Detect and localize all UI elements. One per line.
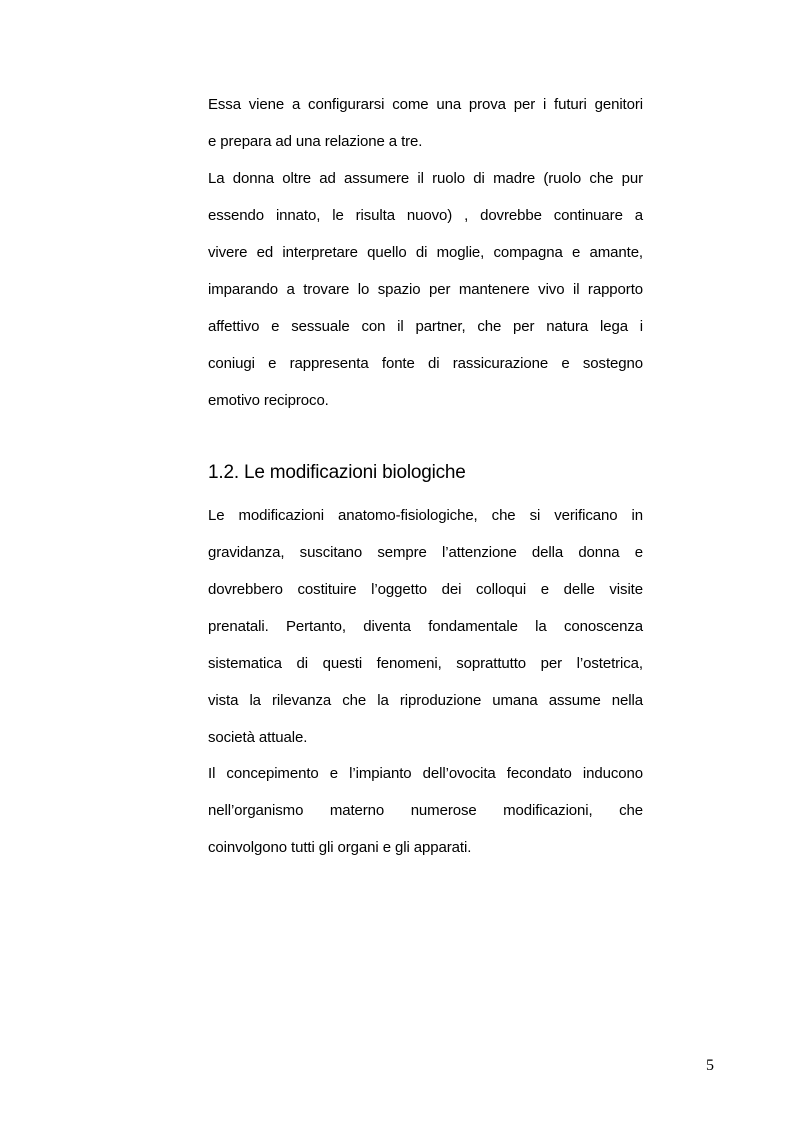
paragraph-line: dovrebbero costituire l’oggetto dei colloqui e delle visite: [208, 581, 643, 598]
paragraph-line: vivere ed interpretare quello di moglie, compagna e amante,: [208, 244, 643, 261]
paragraph-role: [208, 160, 643, 419]
paragraph-line: e prepara ad una relazione a tre.: [208, 133, 423, 150]
paragraph-line: sistematica di questi fenomeni, soprattutto per l’ostetrica,: [208, 655, 643, 672]
paragraph-biological-changes: [208, 497, 643, 756]
paragraph-line: coniugi e rappresenta fonte di rassicurazione e sostegno: [208, 355, 643, 372]
paragraph-line: Le modificazioni anatomo-fisiologiche, che si verificano in: [208, 507, 643, 524]
paragraph-intro: [208, 86, 643, 160]
paragraph-line: gravidanza, suscitano sempre l’attenzione della donna e: [208, 544, 643, 561]
paragraph-line: Essa viene a configurarsi come una prova per i futuri genitori: [208, 96, 643, 113]
paragraph-line: essendo innato, le risulta nuovo) , dovrebbe continuare a: [208, 207, 643, 224]
paragraph-line: nell’organismo materno numerose modificazioni, che: [208, 802, 643, 819]
paragraph-line: La donna oltre ad assumere il ruolo di madre (ruolo che pur: [208, 170, 643, 187]
paragraph-line: Il concepimento e l’impianto dell’ovocita fecondato inducono: [208, 765, 643, 782]
page-number: 5: [706, 1057, 714, 1074]
paragraph-line: affettivo e sessuale con il partner, che per natura lega i: [208, 318, 643, 335]
paragraph-line: prenatali. Pertanto, diventa fondamentale la conoscenza: [208, 618, 643, 635]
paragraph-line: emotivo reciproco.: [208, 392, 329, 409]
section-heading: 1.2. Le modificazioni biologiche: [208, 462, 466, 483]
paragraph-line: imparando a trovare lo spazio per mantenere vivo il rapporto: [208, 281, 643, 298]
paragraph-line: vista la rilevanza che la riproduzione umana assume nella: [208, 692, 643, 709]
paragraph-line: società attuale.: [208, 729, 308, 746]
paragraph-line: coinvolgono tutti gli organi e gli apparati.: [208, 839, 472, 856]
paragraph-conception: [208, 755, 643, 866]
